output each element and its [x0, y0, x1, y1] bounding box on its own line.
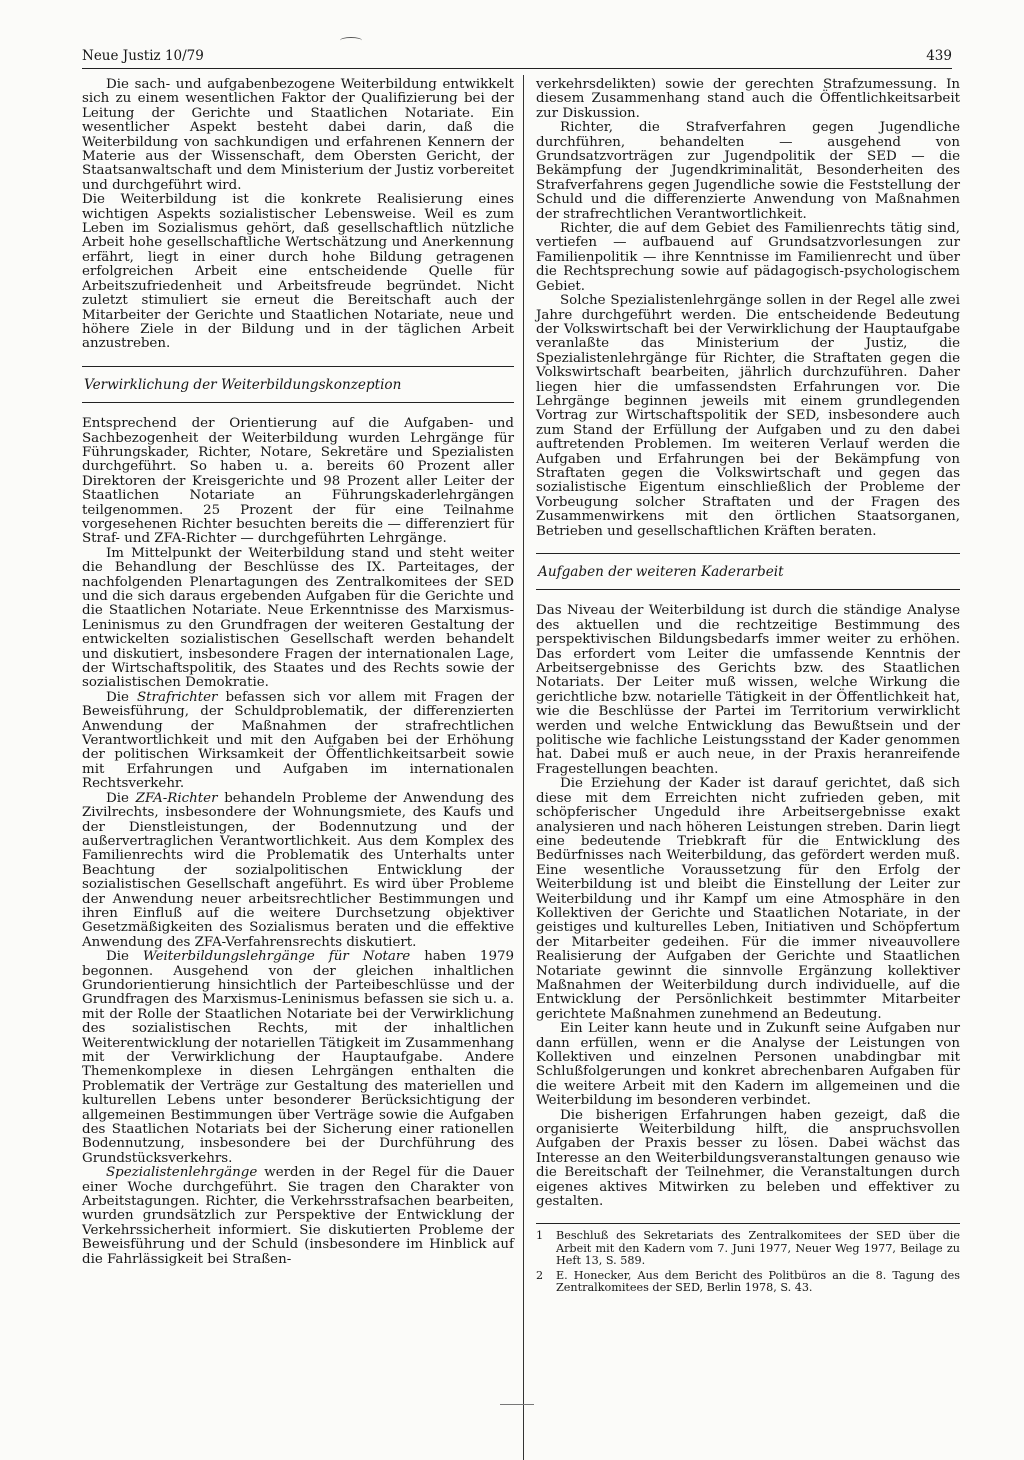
- text-run: Die: [106, 689, 137, 705]
- footnote: [536, 1270, 960, 1295]
- paragraph: [82, 792, 514, 950]
- paragraph: Ein Leiter kann heute und in Zukunft seine Aufgaben nur dann erfüllen, wenn er die Analyse der Leistungen von Kollektiven und einzelnen Personen unabdingbar mit Schlußfolgerungen und konkret abrechenbaren Aufgaben für die weitere Arbeit mit den Kadern im allgemeinen und die Weiterbildung im besonderen verbindet.: [536, 1021, 960, 1109]
- footnote-number: 2: [536, 1268, 544, 1282]
- column-divider: [523, 75, 524, 1460]
- left-column: [82, 78, 514, 1267]
- paragraph: Richter, die Strafverfahren gegen Jugendliche durchführen, behandelten — ausgehend von Grundsatzvorträgen zur Jugendpolitik der SED — die Bekämpfung der Jugendkriminalität, Besonderheiten des Strafverfahrens gegen Jugendliche sowie die Feststellung der Schuld und die differenzierte Anwendung von Maßnahmen der strafrechtlichen Verantwortlichkeit.: [536, 120, 960, 222]
- text-run: Die: [106, 949, 143, 965]
- scan-mark: [340, 37, 362, 44]
- footnotes: [536, 1223, 960, 1294]
- page-number: 439: [926, 48, 952, 64]
- text-run: Die: [106, 790, 136, 806]
- text-run: befassen sich vor allem mit Fragen der Beweisführung, der Schuldproblematik, der differenzierten Anwendung der Maßnahmen der strafrechtlichen Verantwortlichkeit und mit den Aufgaben bei der Erhöhung der politischen Wirksamkeit der Öffentlichkeitsarbeit sowie mit Erfahrungen und Aufgaben im internationalen Rechtsverkehr.: [82, 689, 515, 792]
- paragraph: Solche Spezialistenlehrgänge sollen in der Regel alle zwei Jahre durchgeführt werden. Die entscheidende Bedeutung der Volkswirtschaft bei der Verwirklichung der Hauptaufgabe veranlaßte das Ministerium der Justiz, die Spezialistenlehrgänge für Richter, die Straftaten gegen die Volkswirtschaft bearbeiten, jährlich durchzuführen. Daher liegen hier die umfassendsten Erfahrungen vor. Die Lehrgänge beginnen jeweils mit einem grundlegenden Vortrag zur Wirtschaftspolitik der SED, insbesondere auch zum Stand der Erfüllung der Aufgaben und zu den dabei auftretenden Problemen. Im weiteren Verlauf werden die Aufgaben und Erfahrungen bei der Bekämpfung von Straftaten gegen die Volkswirtschaft und gegen das sozialistische Eigentum einschließlich der Probleme der Vorbeugung solcher Straftaten und der Fragen des Zusammenwirkens mit den örtlichen Staatsorganen, Betrieben und gesellschaftlichen Kräften beraten.: [536, 293, 960, 539]
- paragraph: verkehrsdelikten) sowie der gerechten Strafzumessung. In diesem Zusammenhang stand auch die Öffentlichkeitsarbeit zur Diskussion.: [536, 77, 960, 121]
- emphasis: Spezialistenlehrgänge: [106, 1165, 258, 1181]
- footnote: [536, 1230, 960, 1267]
- footnote-number: 1: [536, 1229, 544, 1243]
- emphasis: ZFA-Richter: [135, 790, 218, 806]
- emphasis: Strafrichter: [137, 689, 218, 705]
- paragraph: Die Erziehung der Kader ist darauf gerichtet, daß sich diese mit dem Erreichten nicht zufrieden geben, mit schöpferischer Ungeduld ihre Arbeitsergebnisse exakt analysieren und nach höheren Leistungen streben. Darin liegt eine bedeutende Triebkraft für die Entwicklung des Bedürfnisses nach Weiterbildung, das gefördert werden muß. Eine wesentliche Voraussetzung für den Erfolg der Weiterbildung ist und bleibt die Einstellung der Leiter zur Weiterbildung und ihr Kampf um eine Atmosphäre in den Kollektiven der Gerichte und Staatlichen Notariate, in der geistiges und kulturelles Leben, Initiativen und Schöpfertum der Mitarbeiter gedeihen. Für die immer niveauvollere Realisierung der Aufgaben der Gerichte und Staatlichen Notariate gewinnt die sinnvolle Ergänzung kollektiver Maßnahmen der Weiterbildung durch individuelle, auf die Entwicklung der Persönlichkeit bestimmter Mitarbeiter gerichtete Maßnahmen zunehmend an Bedeutung.: [536, 776, 960, 1022]
- paragraph: Entsprechend der Orientierung auf die Aufgaben- und Sachbezogenheit der Weiterbildung wurden Lehrgänge für Führungskader, Richter, Notare, Sekretäre und Spezialisten durchgeführt. So haben u. a. bereits 60 Prozent aller Direktoren der Kreisgerichte und 98 Prozent aller Leiter der Staatlichen Notariate an Führungskaderlehrgängen teilgenommen. 25 Prozent der für eine Teilnahme vorgesehenen Richter besuchten bereits die — differenziert für Straf- und ZFA-Richter — durchgeführten Lehrgänge.: [82, 416, 514, 547]
- paragraph: Das Niveau der Weiterbildung ist durch die ständige Analyse des aktuellen und die rechtzeitige Bestimmung des perspektivischen Bildungsbedarfs immer weiter zu erhöhen. Das erfordert vom Leiter die umfassende Kenntnis der Arbeitsergebnisse des Gerichts bzw. des Staatlichen Notariats. Der Leiter muß wissen, welche Wirkung die gerichtliche bzw. notarielle Tätigkeit in der Öffentlichkeit hat, wie die Beschlüsse der Partei im Territorium verwirklicht werden und welche Entwicklung das Bewußtsein und der politische wie fachliche Leistungsstand der Kader genommen hat. Dabei muß er auch neue, in der Praxis heranreifende Fragestellungen beachten.: [536, 603, 960, 777]
- paragraph: Richter, die auf dem Gebiet des Familienrechts tätig sind, vertiefen — aufbauend auf Grundsatzvorlesungen zur Familienpolitik — ihre Kenntnisse im Familienrecht und über die Rechtsprechung sowie auf pädagogisch-psychologischem Gebiet.: [536, 221, 960, 294]
- scan-mark-bottom: [500, 1398, 534, 1405]
- section-heading: Verwirklichung der Weiterbildungskonzeption: [82, 366, 514, 403]
- right-column: [536, 78, 960, 1297]
- text-run: behandeln Probleme der Anwendung des Zivilrechts, insbesondere der Wohnungsmiete, des Kaufs und der Dienstleistungen, der Bodennutzung und der außervertraglichen Verantwortlichkeit. Aus dem Komplex des Familienrechts wird die Problematik des Unterhalts unter Beachtung der sozialpolitischen Entwicklung der sozialistischen Gesellschaft angeführt. Es wird über Probleme der Anwendung neuer arbeitsrechtlicher Bestimmungen und ihren Einfluß auf die weitere Durchsetzung objektiver Gesetzmäßigkeiten des Sozialismus beraten und die effektive Anwendung des ZFA-Verfahrensrechts diskutiert.: [82, 790, 514, 950]
- journal-title: Neue Justiz 10/79: [82, 48, 204, 64]
- paragraph: Die bisherigen Erfahrungen haben gezeigt, daß die organisierte Weiterbildung hilft, die anspruchsvollen Aufgaben der Praxis besser zu lösen. Dabei wächst das Interesse an den Weiterbildungsveranstaltungen genauso wie die Bereitschaft der Teilnehmer, die Veranstaltungen durch eigenes aktives Mitwirken zu beleben und effektiver zu gestalten.: [536, 1107, 960, 1210]
- paragraph: Die Weiterbildung ist die konkrete Realisierung eines wichtigen Aspekts sozialistischer Lebensweise. Weil es zum Leben im Sozialismus gehört, daß gesellschaftlich nützliche Arbeit hohe gesellschaftliche Wertschätzung und Anerkennung erfährt, liegt in einer durch hohe Bildung getragenen erfolgreichen Arbeit eine entscheidende Quelle für Arbeitszufriedenheit und Arbeitsfreude begründet. Nicht zuletzt stimuliert sie erneut die Bereitschaft auch der Mitarbeiter der Gerichte und Staatlichen Notariate, neue und höhere Ziele in der Bildung und in der täglichen Arbeit anzustreben.: [82, 192, 514, 352]
- emphasis: Weiterbildungslehrgänge für Notare: [142, 949, 411, 965]
- page-header: [82, 48, 952, 69]
- footnote-text: Beschluß des Sekretariats des Zentralkomitees der SED über die Arbeit mit den Kadern vom 7. Juni 1977, Neuer Weg 1977, Beilage zu Heft 13, S. 589.: [556, 1229, 960, 1268]
- paragraph: Im Mittelpunkt der Weiterbildung stand und steht weiter die Behandlung der Beschlüsse des IX. Parteitages, der nachfolgenden Plenartagungen des Zentralkomitees der SED und die sich daraus ergebenden Aufgaben für die Gerichte und die Staatlichen Notariate. Neue Erkenntnisse des Marxismus-Leninismus zu den Grundfragen der weiteren Gestaltung der entwickelten sozialistischen Gesellschaft werden behandelt und diskutiert, insbesondere Fragen der internationalen Lage, der Wirtschaftspolitik, des Staates und des Rechts sowie der sozialistischen Demokratie.: [82, 545, 514, 691]
- footnote-text: E. Honecker, Aus dem Bericht des Politbüros an die 8. Tagung des Zentralkomitees der SED, Berlin 1978, S. 43.: [556, 1268, 960, 1295]
- section-heading: Aufgaben der weiteren Kaderarbeit: [536, 553, 960, 590]
- paragraph: Die sach- und aufgabenbezogene Weiterbildung entwikkelt sich zu einem wesentlichen Faktor der Qualifizierung bei der Leitung der Gerichte und Staatlichen Notariate. Ein wesentlicher Aspekt besteht dabei darin, daß die Weiterbildung von sachkundigen und erfahrenen Kennern der Materie aus der Wissenschaft, dem Obersten Gericht, der Staatsanwaltschaft und dem Ministerium der Justiz vorbereitet und durchgeführt wird.: [82, 77, 514, 193]
- paragraph: [82, 691, 514, 792]
- paragraph: [82, 950, 514, 1166]
- text-run: werden in der Regel für die Dauer einer Woche durchgeführt. Sie tragen den Charakter von Arbeitstagungen. Richter, die Verkehrsstrafsachen bearbeiten, wurden grundsätzlich zur Perspektive der Entwicklung der Verkehrssicherheit informiert. Sie diskutierten Probleme der Beweisführung und der Schuld (insbesondere im Hinblick auf die Fahrlässigkeit bei Straßen-: [82, 1165, 514, 1267]
- paragraph: [82, 1166, 514, 1267]
- text-run: haben 1979 begonnen. Ausgehend von der gleichen inhaltlichen Grundorientierung hinsichtlich der Parteibeschlüsse und der Grundfragen des Marxismus-Leninismus befassen sie sich u. a. mit der Rolle der Staatlichen Notariate bei der Verwirklichung des sozialistischen Rechts, mit der inhaltlichen Weiterentwicklung der notariellen Tätigkeit im Zusammenhang mit der Verwirklichung der Hauptaufgabe. Andere Themenkomplexe in diesen Lehrgängen enthalten die Problematik der Verträge zur Gestaltung des materiellen und kulturellen Lebens unter besonderer Berücksichtigung der allgemeinen Bestimmungen über Verträge sowie die Aufgaben des Staatlichen Notariats bei der Sicherung einer rationellen Bodennutzung, insbesondere bei der Durchführung des Grundstücksverkehrs.: [82, 949, 514, 1166]
